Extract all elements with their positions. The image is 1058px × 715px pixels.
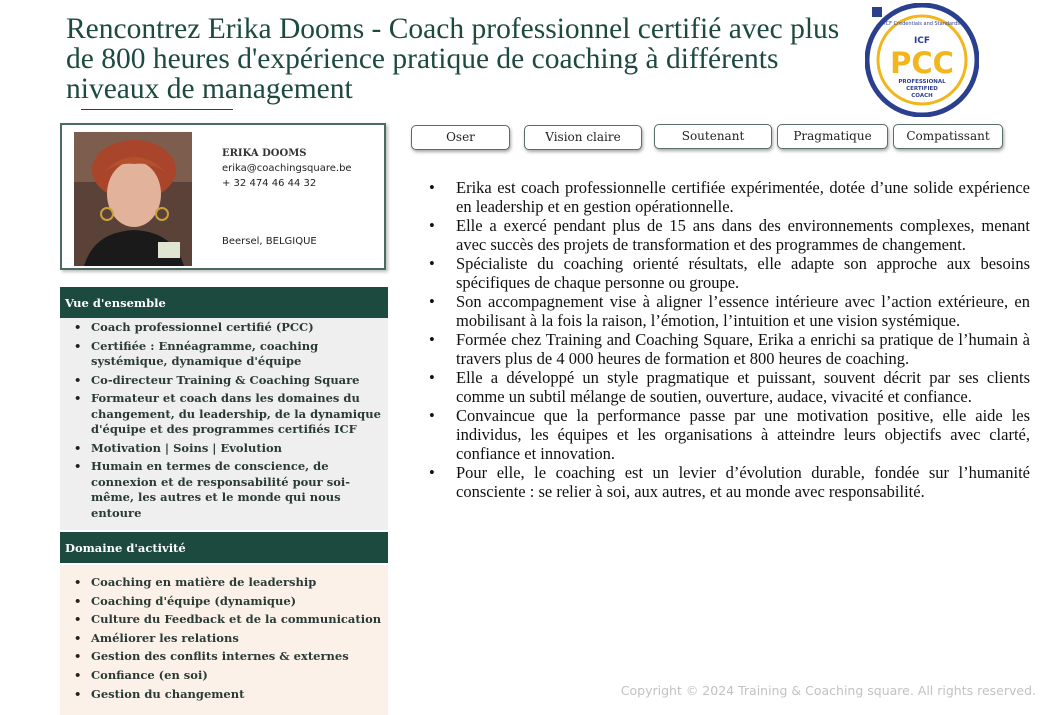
svg-text:ICF: ICF	[913, 36, 931, 46]
domain-item: • Gestion des conflits internes & externes	[91, 647, 388, 666]
domain-list	[60, 573, 388, 703]
icf-pcc-badge	[865, 3, 979, 117]
overview-heading: Vue d'ensemble	[60, 287, 388, 318]
tag-vision-claire[interactable]: Vision claire	[524, 125, 642, 150]
overview-item: • Motivation | Soins | Evolution	[91, 441, 388, 457]
bio-item: • Elle a exercé pendant plus de 15 ans dans des environnements complexes, menant avec succès des projets de transformation et des programmes de changement.	[456, 216, 1030, 254]
overview-item: • Humain en termes de conscience, de connexion et de responsabilité pour soi-même, les autres et le monde qui nous entoure	[91, 459, 388, 521]
bio-item: • Convaincue que la performance passe par une motivation positive, elle aide les individus, les équipes et les organisations à atteindre leurs objectifs avec clarté, confiance et innovation.	[456, 406, 1030, 463]
domain-item: • Coaching d'équipe (dynamique)	[91, 592, 388, 611]
profile-phone[interactable]: + 32 474 46 44 32	[222, 178, 317, 189]
tag-oser[interactable]: Oser	[411, 125, 510, 150]
svg-text:PCC: PCC	[890, 46, 954, 80]
profile-card	[60, 123, 386, 270]
copyright: Copyright © 2024 Training & Coaching square. All rights reserved.	[620, 683, 1036, 698]
domain-item: • Confiance (en soi)	[91, 666, 388, 685]
profile-name: ERIKA DOOMS	[222, 148, 307, 159]
domain-heading: Domaine d'activité	[60, 532, 388, 563]
domain-item: • Culture du Feedback et de la communication	[91, 610, 388, 629]
domain-item: • Coaching en matière de leadership	[91, 573, 388, 592]
icf-square-icon	[872, 7, 882, 17]
overview-item: • Coach professionnel certifié (PCC)	[91, 320, 388, 336]
overview-list	[60, 320, 388, 521]
tag-pragmatique[interactable]: Pragmatique	[777, 124, 888, 149]
overview-item: • Formateur et coach dans les domaines du changement, du leadership, de la dynamique d'équipe et des programmes certifiés ICF	[91, 391, 388, 438]
overview-item: • Certifiée : Ennéagramme, coaching systémique, dynamique d'équipe	[91, 339, 388, 370]
title-underline	[81, 109, 233, 110]
bio-item: • Elle a développé un style pragmatique et puissant, souvent décrit par ses clients comme un subtil mélange de soutien, ouverture, audace, vivacité et confiance.	[456, 368, 1030, 406]
bio-item: • Son accompagnement vise à aligner l’essence intérieure avec l’action extérieure, en mobilisant à la fois la raison, l’émotion, l’intuition et une vision systémique.	[456, 292, 1030, 330]
svg-text:COACH: COACH	[911, 93, 933, 99]
profile-location: Beersel, BELGIQUE	[222, 236, 317, 247]
profile-email[interactable]: erika@coachingsquare.be	[222, 163, 352, 174]
bio-item: • Pour elle, le coaching est un levier d’évolution durable, fondée sur l’humanité consciente : se relier à soi, aux autres, et au monde avec responsabilité.	[456, 463, 1030, 501]
page-title: Rencontrez Erika Dooms - Coach professionnel certifié avec plus de 800 heures d'expérience pratique de coaching à différents niveaux de management	[66, 13, 840, 105]
profile-photo	[74, 132, 192, 266]
domain-item: • Gestion du changement	[91, 685, 388, 704]
svg-text:CERTIFIED: CERTIFIED	[906, 86, 938, 92]
bio-item: • Spécialiste du coaching orienté résultats, elle adapte son approche aux besoins spécifiques de chaque personne ou groupe.	[456, 254, 1030, 292]
overview-item: • Co-directeur Training & Coaching Square	[91, 373, 388, 389]
bio-item: • Erika est coach professionnelle certifiée expérimentée, dotée d’une solide expérience en leadership et en gestion opérationnelle.	[456, 178, 1030, 216]
tag-soutenant[interactable]: Soutenant	[654, 124, 772, 149]
domain-item: • Améliorer les relations	[91, 629, 388, 648]
tag-compatissant[interactable]: Compatissant	[893, 124, 1003, 149]
bio-item: • Formée chez Training and Coaching Square, Erika a enrichi sa pratique de l’humain à travers plus de 4 000 heures de formation et 800 heures de coaching.	[456, 330, 1030, 368]
bio-list	[424, 178, 1030, 501]
svg-text:ICF Credentials and Standards: ICF Credentials and Standards	[884, 21, 960, 27]
svg-text:PROFESSIONAL: PROFESSIONAL	[898, 79, 946, 85]
domain-panel	[60, 565, 388, 715]
trait-tags	[410, 125, 1010, 151]
overview-panel	[60, 318, 388, 530]
